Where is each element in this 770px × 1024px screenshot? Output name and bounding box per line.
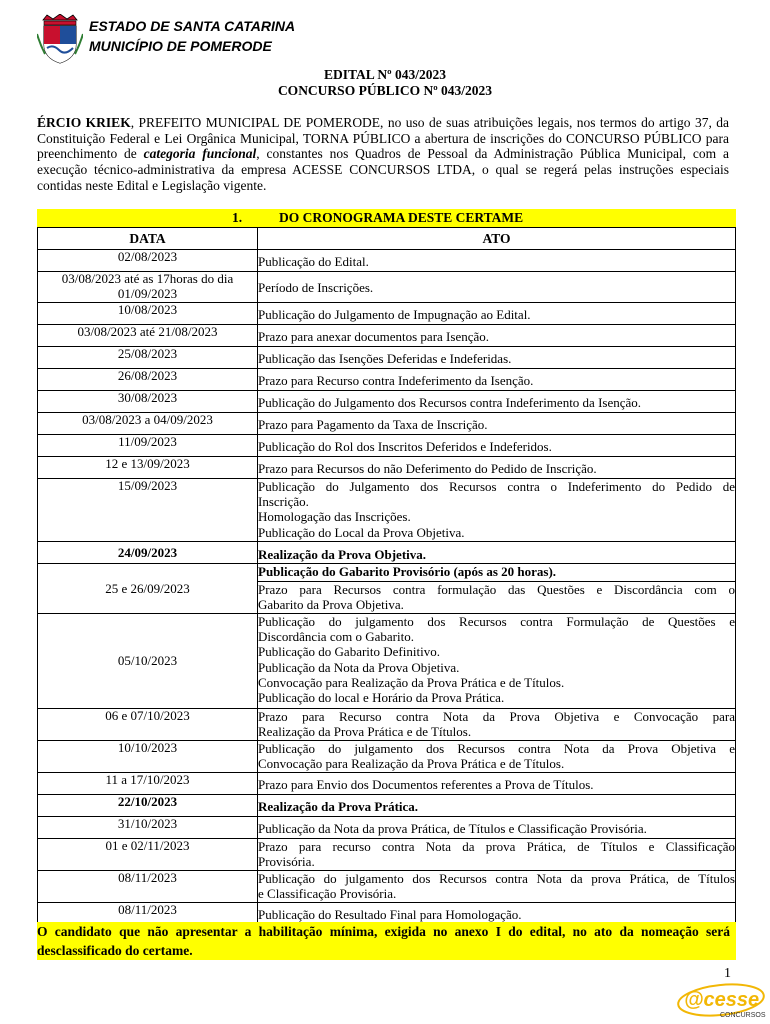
date-cell: 31/10/2023	[38, 817, 258, 839]
table-row	[38, 903, 736, 923]
date-cell: 02/08/2023	[38, 250, 258, 272]
concurso-title: CONCURSO PÚBLICO Nº 043/2023	[277, 83, 493, 98]
act-cell	[258, 741, 736, 773]
act-cell	[258, 479, 736, 542]
date-cell: 24/09/2023	[38, 542, 258, 564]
act-line: Prazo para Recurso contra Nota da Prova Objetiva e Convocação para	[258, 709, 735, 724]
edital-title: EDITAL Nº 043/2023	[324, 67, 446, 82]
letterhead	[37, 14, 437, 64]
act-line: Convocação para Realização da Prova Prática e de Títulos.	[258, 756, 565, 772]
act-cell	[258, 709, 736, 741]
table-row	[38, 741, 736, 773]
act-cell	[258, 871, 736, 903]
page-number: 1	[724, 966, 731, 981]
table-row	[38, 582, 736, 614]
table-row	[38, 773, 736, 795]
date-cell	[38, 564, 258, 582]
date-cell: 26/08/2023	[38, 369, 258, 391]
act-cell: Publicação do Julgamento de Impugnação ao Edital.	[258, 303, 736, 325]
intro-text-2: , constantes nos Quadros de Pessoal da Administração Pública Municipal, com a execução técnico-administrativa da empresa ACESSE CONCURSOS LTDA, o qual se regerá pelas instruções especiais contidas neste Edital e Legislação vigente.	[37, 146, 729, 193]
act-cell: Publicação do Rol dos Inscritos Deferidos e Indeferidos.	[258, 435, 736, 457]
table-row	[38, 391, 736, 413]
act-line: Homologação das Inscrições.	[258, 509, 411, 525]
date-cell: 12 e 13/09/2023	[38, 457, 258, 479]
act-line: e Classificação Provisória.	[258, 886, 397, 902]
act-line: Publicação do local e Horário da Prova Prática.	[258, 690, 505, 706]
table-row	[38, 542, 736, 564]
act-cell: Publicação das Isenções Deferidas e Indeferidas.	[258, 347, 736, 369]
act-cell: Prazo para Pagamento da Taxa de Inscrição.	[258, 413, 736, 435]
table-row	[38, 250, 736, 272]
section-number: 1.	[232, 210, 243, 225]
act-cell: Período de Inscrições.	[258, 272, 736, 303]
act-line: Convocação para Realização da Prova Prática e de Títulos.	[258, 674, 565, 690]
act-cell: Realização da Prova Objetiva.	[258, 542, 736, 564]
logo-subtext: CONCURSOS	[720, 1012, 766, 1019]
date-cell: 06 e 07/10/2023	[38, 709, 258, 741]
date-cell: 10/10/2023	[38, 741, 258, 773]
schedule-table	[37, 227, 736, 923]
table-header-row	[38, 228, 736, 250]
act-line: Realização da Prova Prática e de Títulos.	[258, 724, 472, 740]
section-title: DO CRONOGRAMA DESTE CERTAME	[279, 210, 524, 225]
date-cell: 08/11/2023	[38, 871, 258, 903]
intro-paragraph	[37, 115, 729, 194]
table-row	[38, 413, 736, 435]
act-line: Publicação do Local da Prova Objetiva.	[258, 524, 465, 540]
act-line: Prazo para Recursos contra formulação das Questões e Discordância com o	[258, 582, 735, 597]
act-cell: Prazo para Envio dos Documentos referentes a Prova de Títulos.	[258, 773, 736, 795]
disqualification-note	[37, 922, 736, 960]
municipal-crest-icon	[37, 14, 83, 64]
act-cell: Prazo para Recursos do não Deferimento do Pedido de Inscrição.	[258, 457, 736, 479]
table-row	[38, 457, 736, 479]
date-cell: 30/08/2023	[38, 391, 258, 413]
date-cell: 03/08/2023 até as 17horas do dia 01/09/2023	[38, 272, 258, 303]
act-line: Publicação do Julgamento dos Recursos contra o Indeferimento do Pedido de	[258, 479, 735, 494]
act-cell: Publicação da Nota da prova Prática, de Títulos e Classificação Provisória.	[258, 817, 736, 839]
table-row	[38, 272, 736, 303]
act-cell	[258, 839, 736, 871]
act-cell: Realização da Prova Prática.	[258, 795, 736, 817]
column-header-date: DATA	[38, 228, 258, 250]
table-row	[38, 435, 736, 457]
logo-text: @cesse	[684, 989, 760, 1011]
table-row	[38, 325, 736, 347]
act-cell: Publicação do Gabarito Provisório (após as 20 horas).	[258, 564, 736, 582]
note-line: desclassificado do certame.	[37, 943, 193, 958]
date-cell: 15/09/2023	[38, 479, 258, 542]
table-row	[38, 369, 736, 391]
act-cell: Prazo para anexar documentos para Isenção.	[258, 325, 736, 347]
date-cell: 01 e 02/11/2023	[38, 839, 258, 871]
table-row	[38, 709, 736, 741]
intro-emphasis: categoria funcional	[143, 146, 257, 162]
note-line: O candidato que não apresentar a habilitação mínima, exigida no anexo I do edital, no ato da nomeação será	[37, 924, 730, 939]
act-line: Gabarito da Prova Objetiva.	[258, 597, 404, 613]
act-line: Publicação da Nota da Prova Objetiva.	[258, 659, 460, 675]
act-cell: Publicação do Resultado Final para Homologação.	[258, 903, 736, 923]
date-cell: 11/09/2023	[38, 435, 258, 457]
date-cell: 03/08/2023 a 04/09/2023	[38, 413, 258, 435]
table-row	[38, 839, 736, 871]
act-cell	[258, 582, 736, 614]
date-cell: 25 e 26/09/2023	[38, 582, 258, 614]
date-cell: 08/11/2023	[38, 903, 258, 923]
table-row	[38, 564, 736, 582]
table-row	[38, 871, 736, 903]
acesse-logo-icon	[676, 982, 766, 1020]
act-line: Provisória.	[258, 854, 315, 870]
act-line: Discordância com o Gabarito.	[258, 629, 414, 645]
mayor-name: ÉRCIO KRIEK	[37, 115, 131, 130]
column-header-act: ATO	[258, 228, 736, 250]
act-cell	[258, 614, 736, 709]
date-cell: 03/08/2023 até 21/08/2023	[38, 325, 258, 347]
state-name: ESTADO DE SANTA CATARINA	[89, 18, 296, 34]
act-line: Inscrição.	[258, 494, 309, 510]
date-cell: 25/08/2023	[38, 347, 258, 369]
table-row	[38, 303, 736, 325]
act-line: Publicação do julgamento dos Recursos contra Nota da prova Prática, de Títulos	[258, 871, 735, 886]
table-row	[38, 614, 736, 709]
act-line: Publicação do julgamento dos Recursos contra Formulação de Questões e	[258, 614, 735, 629]
table-row	[38, 479, 736, 542]
date-cell: 05/10/2023	[38, 614, 258, 709]
act-line: Publicação do julgamento dos Recursos contra Nota da Prova Objetiva e	[258, 741, 735, 756]
table-row	[38, 795, 736, 817]
table-row	[38, 347, 736, 369]
municipality-name: MUNICÍPIO DE POMERODE	[89, 38, 272, 54]
act-cell: Publicação do Edital.	[258, 250, 736, 272]
act-cell: Prazo para Recurso contra Indeferimento da Isenção.	[258, 369, 736, 391]
intro-text-1: , PREFEITO MUNICIPAL DE POMERODE, no uso de suas atribuições legais, nos termos do artigo 37, da Constituição Federal e Lei Orgânica Municipal, TORNA PÚBLICO a abertura de inscrições do CONCURSO PÚBLICO para preenchimento de	[37, 115, 729, 162]
date-cell: 11 a 17/10/2023	[38, 773, 258, 795]
act-line: Prazo para recurso contra Nota da prova Prática, de Títulos e Classificação	[258, 839, 735, 854]
table-row	[38, 817, 736, 839]
section-header	[37, 209, 736, 227]
act-cell: Publicação do Julgamento dos Recursos contra Indeferimento da Isenção.	[258, 391, 736, 413]
act-line: Publicação do Gabarito Definitivo.	[258, 644, 440, 660]
date-cell: 10/08/2023	[38, 303, 258, 325]
date-cell: 22/10/2023	[38, 795, 258, 817]
